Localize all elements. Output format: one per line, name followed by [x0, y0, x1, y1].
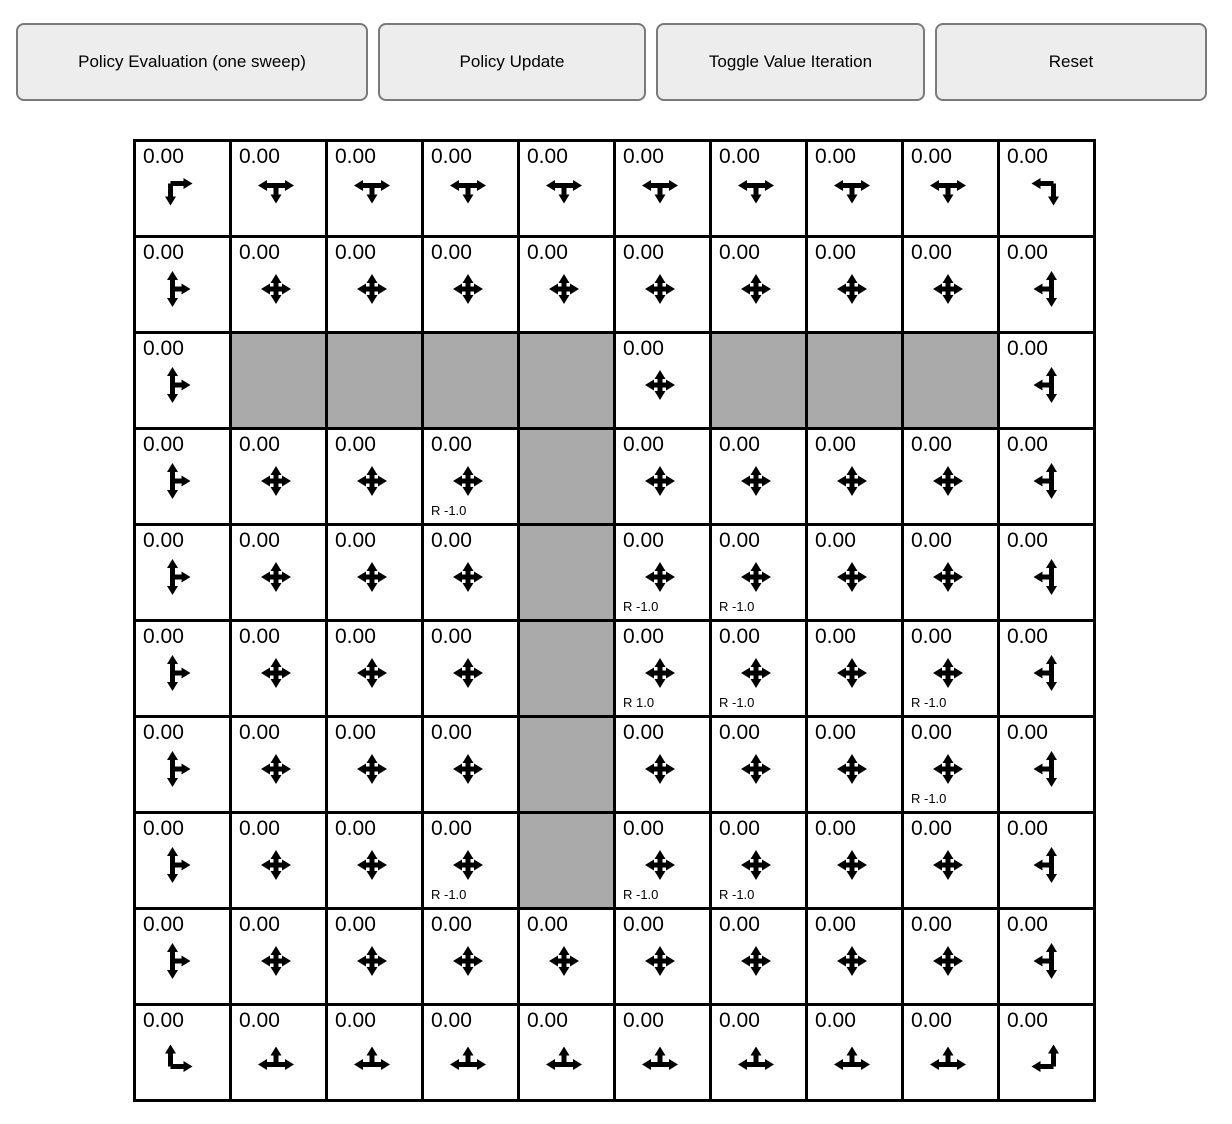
policy-arrows-icon — [630, 547, 690, 607]
policy-arrows-icon — [246, 931, 306, 991]
policy-arrows-icon — [630, 835, 690, 895]
grid-cell[interactable] — [712, 814, 805, 907]
grid-cell[interactable] — [808, 238, 901, 331]
policy-arrows-icon — [918, 739, 978, 799]
policy-arrows-icon — [822, 739, 882, 799]
grid-cell[interactable] — [616, 238, 709, 331]
grid-cell[interactable] — [1000, 814, 1093, 907]
cell-value: 0.00 — [1007, 721, 1048, 744]
policy-arrows-icon — [342, 259, 402, 319]
grid-cell[interactable] — [712, 142, 805, 235]
cell-value: 0.00 — [143, 337, 184, 360]
policy-evaluation-button[interactable]: Policy Evaluation (one sweep) — [16, 23, 368, 101]
grid-cell[interactable] — [232, 622, 325, 715]
grid-cell[interactable] — [232, 910, 325, 1003]
cell-value: 0.00 — [719, 625, 760, 648]
policy-arrows-icon — [630, 643, 690, 703]
wall-cell — [520, 718, 613, 811]
cell-value: 0.00 — [1007, 625, 1048, 648]
grid-cell[interactable] — [616, 910, 709, 1003]
cell-value: 0.00 — [1007, 145, 1048, 168]
grid-cell[interactable] — [1000, 718, 1093, 811]
cell-value: 0.00 — [815, 913, 856, 936]
cell-value: 0.00 — [623, 817, 664, 840]
cell-value: 0.00 — [143, 529, 184, 552]
grid-cell[interactable] — [808, 430, 901, 523]
cell-value: 0.00 — [911, 817, 952, 840]
grid-cell[interactable] — [136, 238, 229, 331]
cell-value: 0.00 — [527, 1009, 568, 1032]
cell-value: 0.00 — [623, 337, 664, 360]
cell-value: 0.00 — [815, 145, 856, 168]
cell-value: 0.00 — [431, 721, 472, 744]
cell-value: 0.00 — [431, 1009, 472, 1032]
grid-cell[interactable] — [712, 526, 805, 619]
grid-cell[interactable] — [328, 142, 421, 235]
policy-arrows-icon — [726, 547, 786, 607]
grid-cell[interactable] — [328, 622, 421, 715]
grid-cell[interactable] — [616, 622, 709, 715]
policy-arrows-icon — [726, 931, 786, 991]
grid-cell[interactable] — [232, 1006, 325, 1099]
policy-arrows-icon — [726, 451, 786, 511]
grid-cell[interactable] — [616, 142, 709, 235]
grid-cell[interactable] — [712, 718, 805, 811]
grid-cell[interactable] — [136, 430, 229, 523]
policy-arrows-icon — [342, 163, 402, 223]
policy-arrows-icon — [438, 739, 498, 799]
wall-cell — [520, 430, 613, 523]
grid-cell[interactable] — [1000, 1006, 1093, 1099]
cell-value: 0.00 — [719, 721, 760, 744]
policy-arrows-icon — [246, 643, 306, 703]
grid-cell[interactable] — [808, 910, 901, 1003]
wall-cell — [808, 334, 901, 427]
grid-cell[interactable] — [232, 430, 325, 523]
grid-cell[interactable] — [136, 910, 229, 1003]
policy-arrows-icon — [246, 835, 306, 895]
cell-value: 0.00 — [1007, 817, 1048, 840]
policy-arrows-icon — [534, 931, 594, 991]
cell-value: 0.00 — [143, 817, 184, 840]
policy-arrows-icon — [822, 163, 882, 223]
policy-arrows-icon — [726, 739, 786, 799]
grid-cell[interactable] — [232, 718, 325, 811]
policy-arrows-icon — [150, 1027, 210, 1087]
grid-cell[interactable] — [904, 1006, 997, 1099]
cell-reward: R -1.0 — [719, 695, 755, 710]
policy-arrows-icon — [1014, 547, 1074, 607]
cell-value: 0.00 — [143, 145, 184, 168]
policy-arrows-icon — [1014, 355, 1074, 415]
policy-arrows-icon — [150, 547, 210, 607]
cell-value: 0.00 — [1007, 241, 1048, 264]
policy-arrows-icon — [822, 931, 882, 991]
grid-cell[interactable] — [616, 430, 709, 523]
grid-cell[interactable] — [904, 238, 997, 331]
policy-arrows-icon — [438, 1027, 498, 1087]
policy-arrows-icon — [918, 451, 978, 511]
grid-cell[interactable] — [904, 526, 997, 619]
grid-cell[interactable] — [136, 718, 229, 811]
wall-cell — [520, 622, 613, 715]
cell-reward: R 1.0 — [623, 695, 655, 710]
cell-value: 0.00 — [815, 625, 856, 648]
grid-cell[interactable] — [424, 1006, 517, 1099]
policy-arrows-icon — [822, 259, 882, 319]
cell-value: 0.00 — [911, 145, 952, 168]
cell-value: 0.00 — [527, 145, 568, 168]
grid-cell[interactable] — [520, 142, 613, 235]
cell-value: 0.00 — [815, 433, 856, 456]
cell-value: 0.00 — [623, 433, 664, 456]
cell-value: 0.00 — [1007, 529, 1048, 552]
policy-arrows-icon — [630, 451, 690, 511]
policy-arrows-icon — [150, 451, 210, 511]
grid-cell[interactable] — [904, 142, 997, 235]
grid-cell[interactable] — [328, 526, 421, 619]
cell-value: 0.00 — [815, 1009, 856, 1032]
cell-value: 0.00 — [143, 721, 184, 744]
cell-value: 0.00 — [911, 529, 952, 552]
cell-value: 0.00 — [431, 433, 472, 456]
wall-cell — [232, 334, 325, 427]
policy-arrows-icon — [1014, 643, 1074, 703]
policy-arrows-icon — [438, 547, 498, 607]
cell-value: 0.00 — [719, 433, 760, 456]
policy-arrows-icon — [918, 643, 978, 703]
policy-arrows-icon — [822, 643, 882, 703]
grid-cell[interactable] — [424, 142, 517, 235]
policy-arrows-icon — [1014, 835, 1074, 895]
policy-arrows-icon — [150, 739, 210, 799]
grid-cell[interactable] — [808, 718, 901, 811]
grid-cell[interactable] — [136, 334, 229, 427]
policy-arrows-icon — [1014, 739, 1074, 799]
policy-arrows-icon — [630, 1027, 690, 1087]
cell-reward: R -1.0 — [623, 599, 659, 614]
toolbar — [16, 23, 1207, 101]
policy-arrows-icon — [342, 1027, 402, 1087]
grid-cell[interactable] — [136, 526, 229, 619]
grid-cell[interactable] — [520, 910, 613, 1003]
cell-value: 0.00 — [527, 241, 568, 264]
grid-cell[interactable] — [1000, 910, 1093, 1003]
policy-arrows-icon — [630, 739, 690, 799]
grid-cell[interactable] — [1000, 142, 1093, 235]
cell-value: 0.00 — [431, 817, 472, 840]
policy-arrows-icon — [918, 259, 978, 319]
cell-value: 0.00 — [623, 913, 664, 936]
wall-cell — [520, 814, 613, 907]
cell-reward: R -1.0 — [719, 599, 755, 614]
grid-cell[interactable] — [808, 526, 901, 619]
policy-arrows-icon — [150, 259, 210, 319]
grid-cell[interactable] — [424, 622, 517, 715]
cell-value: 0.00 — [335, 721, 376, 744]
policy-arrows-icon — [534, 163, 594, 223]
grid-cell[interactable] — [616, 334, 709, 427]
cell-value: 0.00 — [239, 913, 280, 936]
cell-value: 0.00 — [335, 1009, 376, 1032]
cell-value: 0.00 — [1007, 913, 1048, 936]
policy-arrows-icon — [630, 931, 690, 991]
policy-arrows-icon — [150, 931, 210, 991]
cell-value: 0.00 — [239, 625, 280, 648]
wall-cell — [328, 334, 421, 427]
cell-value: 0.00 — [335, 433, 376, 456]
policy-arrows-icon — [342, 451, 402, 511]
cell-value: 0.00 — [719, 913, 760, 936]
grid-cell[interactable] — [328, 238, 421, 331]
grid-cell[interactable] — [616, 1006, 709, 1099]
cell-value: 0.00 — [911, 625, 952, 648]
policy-arrows-icon — [150, 163, 210, 223]
cell-value: 0.00 — [239, 1009, 280, 1032]
grid-cell[interactable] — [328, 718, 421, 811]
cell-reward: R -1.0 — [431, 887, 467, 902]
cell-value: 0.00 — [143, 913, 184, 936]
cell-value: 0.00 — [815, 241, 856, 264]
cell-value: 0.00 — [815, 529, 856, 552]
policy-arrows-icon — [630, 163, 690, 223]
grid-cell[interactable] — [136, 1006, 229, 1099]
grid-cell[interactable] — [136, 622, 229, 715]
wall-cell — [904, 334, 997, 427]
policy-arrows-icon — [1014, 931, 1074, 991]
grid-cell[interactable] — [424, 238, 517, 331]
cell-value: 0.00 — [623, 721, 664, 744]
grid-cell[interactable] — [904, 430, 997, 523]
grid-cell[interactable] — [424, 430, 517, 523]
policy-arrows-icon — [438, 259, 498, 319]
wall-cell — [520, 526, 613, 619]
grid-cell[interactable] — [232, 238, 325, 331]
grid-cell[interactable] — [712, 1006, 805, 1099]
grid-cell[interactable] — [616, 526, 709, 619]
policy-arrows-icon — [534, 1027, 594, 1087]
policy-arrows-icon — [918, 835, 978, 895]
cell-value: 0.00 — [335, 145, 376, 168]
policy-arrows-icon — [438, 163, 498, 223]
policy-arrows-icon — [342, 739, 402, 799]
grid-cell[interactable] — [904, 910, 997, 1003]
cell-value: 0.00 — [335, 241, 376, 264]
grid-cell[interactable] — [328, 910, 421, 1003]
cell-value: 0.00 — [335, 529, 376, 552]
grid-cell[interactable] — [424, 526, 517, 619]
grid-cell[interactable] — [136, 814, 229, 907]
cell-reward: R -1.0 — [911, 791, 947, 806]
cell-value: 0.00 — [719, 529, 760, 552]
policy-arrows-icon — [630, 355, 690, 415]
cell-value: 0.00 — [431, 913, 472, 936]
cell-value: 0.00 — [431, 625, 472, 648]
policy-arrows-icon — [246, 739, 306, 799]
cell-value: 0.00 — [1007, 1009, 1048, 1032]
cell-value: 0.00 — [911, 433, 952, 456]
cell-value: 0.00 — [239, 529, 280, 552]
reset-button[interactable]: Reset — [935, 23, 1207, 101]
policy-arrows-icon — [438, 643, 498, 703]
policy-arrows-icon — [150, 835, 210, 895]
policy-arrows-icon — [726, 1027, 786, 1087]
grid-cell[interactable] — [808, 622, 901, 715]
grid-cell[interactable] — [616, 718, 709, 811]
cell-value: 0.00 — [143, 241, 184, 264]
cell-value: 0.00 — [911, 1009, 952, 1032]
policy-arrows-icon — [822, 1027, 882, 1087]
grid-cell[interactable] — [1000, 526, 1093, 619]
cell-value: 0.00 — [1007, 337, 1048, 360]
policy-update-button[interactable]: Policy Update — [378, 23, 646, 101]
cell-value: 0.00 — [239, 145, 280, 168]
policy-arrows-icon — [246, 547, 306, 607]
grid-cell[interactable] — [712, 622, 805, 715]
policy-arrows-icon — [918, 163, 978, 223]
grid-cell[interactable] — [424, 718, 517, 811]
policy-arrows-icon — [1014, 451, 1074, 511]
cell-reward: R -1.0 — [623, 887, 659, 902]
grid-cell[interactable] — [808, 142, 901, 235]
cell-value: 0.00 — [143, 625, 184, 648]
policy-arrows-icon — [630, 259, 690, 319]
cell-value: 0.00 — [911, 721, 952, 744]
policy-arrows-icon — [822, 547, 882, 607]
policy-arrows-icon — [438, 931, 498, 991]
grid-cell[interactable] — [424, 814, 517, 907]
cell-value: 0.00 — [911, 913, 952, 936]
cell-value: 0.00 — [623, 625, 664, 648]
policy-arrows-icon — [726, 643, 786, 703]
grid-cell[interactable] — [328, 430, 421, 523]
cell-value: 0.00 — [239, 433, 280, 456]
cell-value: 0.00 — [623, 145, 664, 168]
wall-cell — [424, 334, 517, 427]
cell-value: 0.00 — [239, 817, 280, 840]
wall-cell — [712, 334, 805, 427]
cell-value: 0.00 — [719, 145, 760, 168]
cell-value: 0.00 — [143, 1009, 184, 1032]
grid-cell[interactable] — [712, 430, 805, 523]
cell-value: 0.00 — [911, 241, 952, 264]
grid-cell[interactable] — [232, 142, 325, 235]
grid-cell[interactable] — [232, 814, 325, 907]
grid-cell[interactable] — [136, 142, 229, 235]
policy-arrows-icon — [1014, 1027, 1074, 1087]
cell-value: 0.00 — [527, 913, 568, 936]
cell-value: 0.00 — [335, 625, 376, 648]
cell-value: 0.00 — [719, 241, 760, 264]
grid-cell[interactable] — [520, 1006, 613, 1099]
policy-arrows-icon — [342, 931, 402, 991]
grid-cell[interactable] — [808, 814, 901, 907]
grid-cell[interactable] — [1000, 334, 1093, 427]
grid-cell[interactable] — [1000, 238, 1093, 331]
cell-value: 0.00 — [143, 433, 184, 456]
grid-cell[interactable] — [328, 1006, 421, 1099]
policy-arrows-icon — [246, 259, 306, 319]
policy-arrows-icon — [918, 1027, 978, 1087]
wall-cell — [520, 334, 613, 427]
policy-arrows-icon — [822, 451, 882, 511]
policy-arrows-icon — [342, 643, 402, 703]
policy-arrows-icon — [1014, 163, 1074, 223]
cell-value: 0.00 — [239, 721, 280, 744]
grid-cell[interactable] — [712, 238, 805, 331]
cell-value: 0.00 — [815, 817, 856, 840]
cell-value: 0.00 — [431, 529, 472, 552]
cell-value: 0.00 — [815, 721, 856, 744]
cell-value: 0.00 — [239, 241, 280, 264]
cell-value: 0.00 — [719, 817, 760, 840]
cell-value: 0.00 — [431, 241, 472, 264]
policy-arrows-icon — [822, 835, 882, 895]
policy-arrows-icon — [246, 163, 306, 223]
policy-arrows-icon — [438, 835, 498, 895]
cell-value: 0.00 — [335, 913, 376, 936]
policy-arrows-icon — [534, 259, 594, 319]
cell-value: 0.00 — [1007, 433, 1048, 456]
policy-arrows-icon — [246, 451, 306, 511]
grid-cell[interactable] — [904, 622, 997, 715]
grid-cell[interactable] — [424, 910, 517, 1003]
grid-cell[interactable] — [808, 1006, 901, 1099]
policy-arrows-icon — [150, 355, 210, 415]
policy-arrows-icon — [918, 547, 978, 607]
cell-value: 0.00 — [431, 145, 472, 168]
gridworld-grid — [133, 139, 1096, 1102]
grid-cell[interactable] — [328, 814, 421, 907]
cell-value: 0.00 — [623, 1009, 664, 1032]
policy-arrows-icon — [342, 547, 402, 607]
cell-value: 0.00 — [719, 1009, 760, 1032]
toggle-value-iteration-button[interactable]: Toggle Value Iteration — [656, 23, 925, 101]
policy-arrows-icon — [342, 835, 402, 895]
policy-arrows-icon — [1014, 259, 1074, 319]
grid-cell[interactable] — [1000, 430, 1093, 523]
cell-reward: R -1.0 — [911, 695, 947, 710]
grid-cell[interactable] — [712, 910, 805, 1003]
policy-arrows-icon — [726, 163, 786, 223]
policy-arrows-icon — [726, 259, 786, 319]
grid-cell[interactable] — [1000, 622, 1093, 715]
policy-arrows-icon — [246, 1027, 306, 1087]
policy-arrows-icon — [726, 835, 786, 895]
cell-reward: R -1.0 — [431, 503, 467, 518]
cell-value: 0.00 — [623, 529, 664, 552]
grid-cell[interactable] — [904, 718, 997, 811]
policy-arrows-icon — [918, 931, 978, 991]
cell-value: 0.00 — [335, 817, 376, 840]
grid-cell[interactable] — [520, 238, 613, 331]
grid-cell[interactable] — [616, 814, 709, 907]
policy-arrows-icon — [438, 451, 498, 511]
grid-cell[interactable] — [904, 814, 997, 907]
cell-reward: R -1.0 — [719, 887, 755, 902]
grid-cell[interactable] — [232, 526, 325, 619]
policy-arrows-icon — [150, 643, 210, 703]
cell-value: 0.00 — [623, 241, 664, 264]
